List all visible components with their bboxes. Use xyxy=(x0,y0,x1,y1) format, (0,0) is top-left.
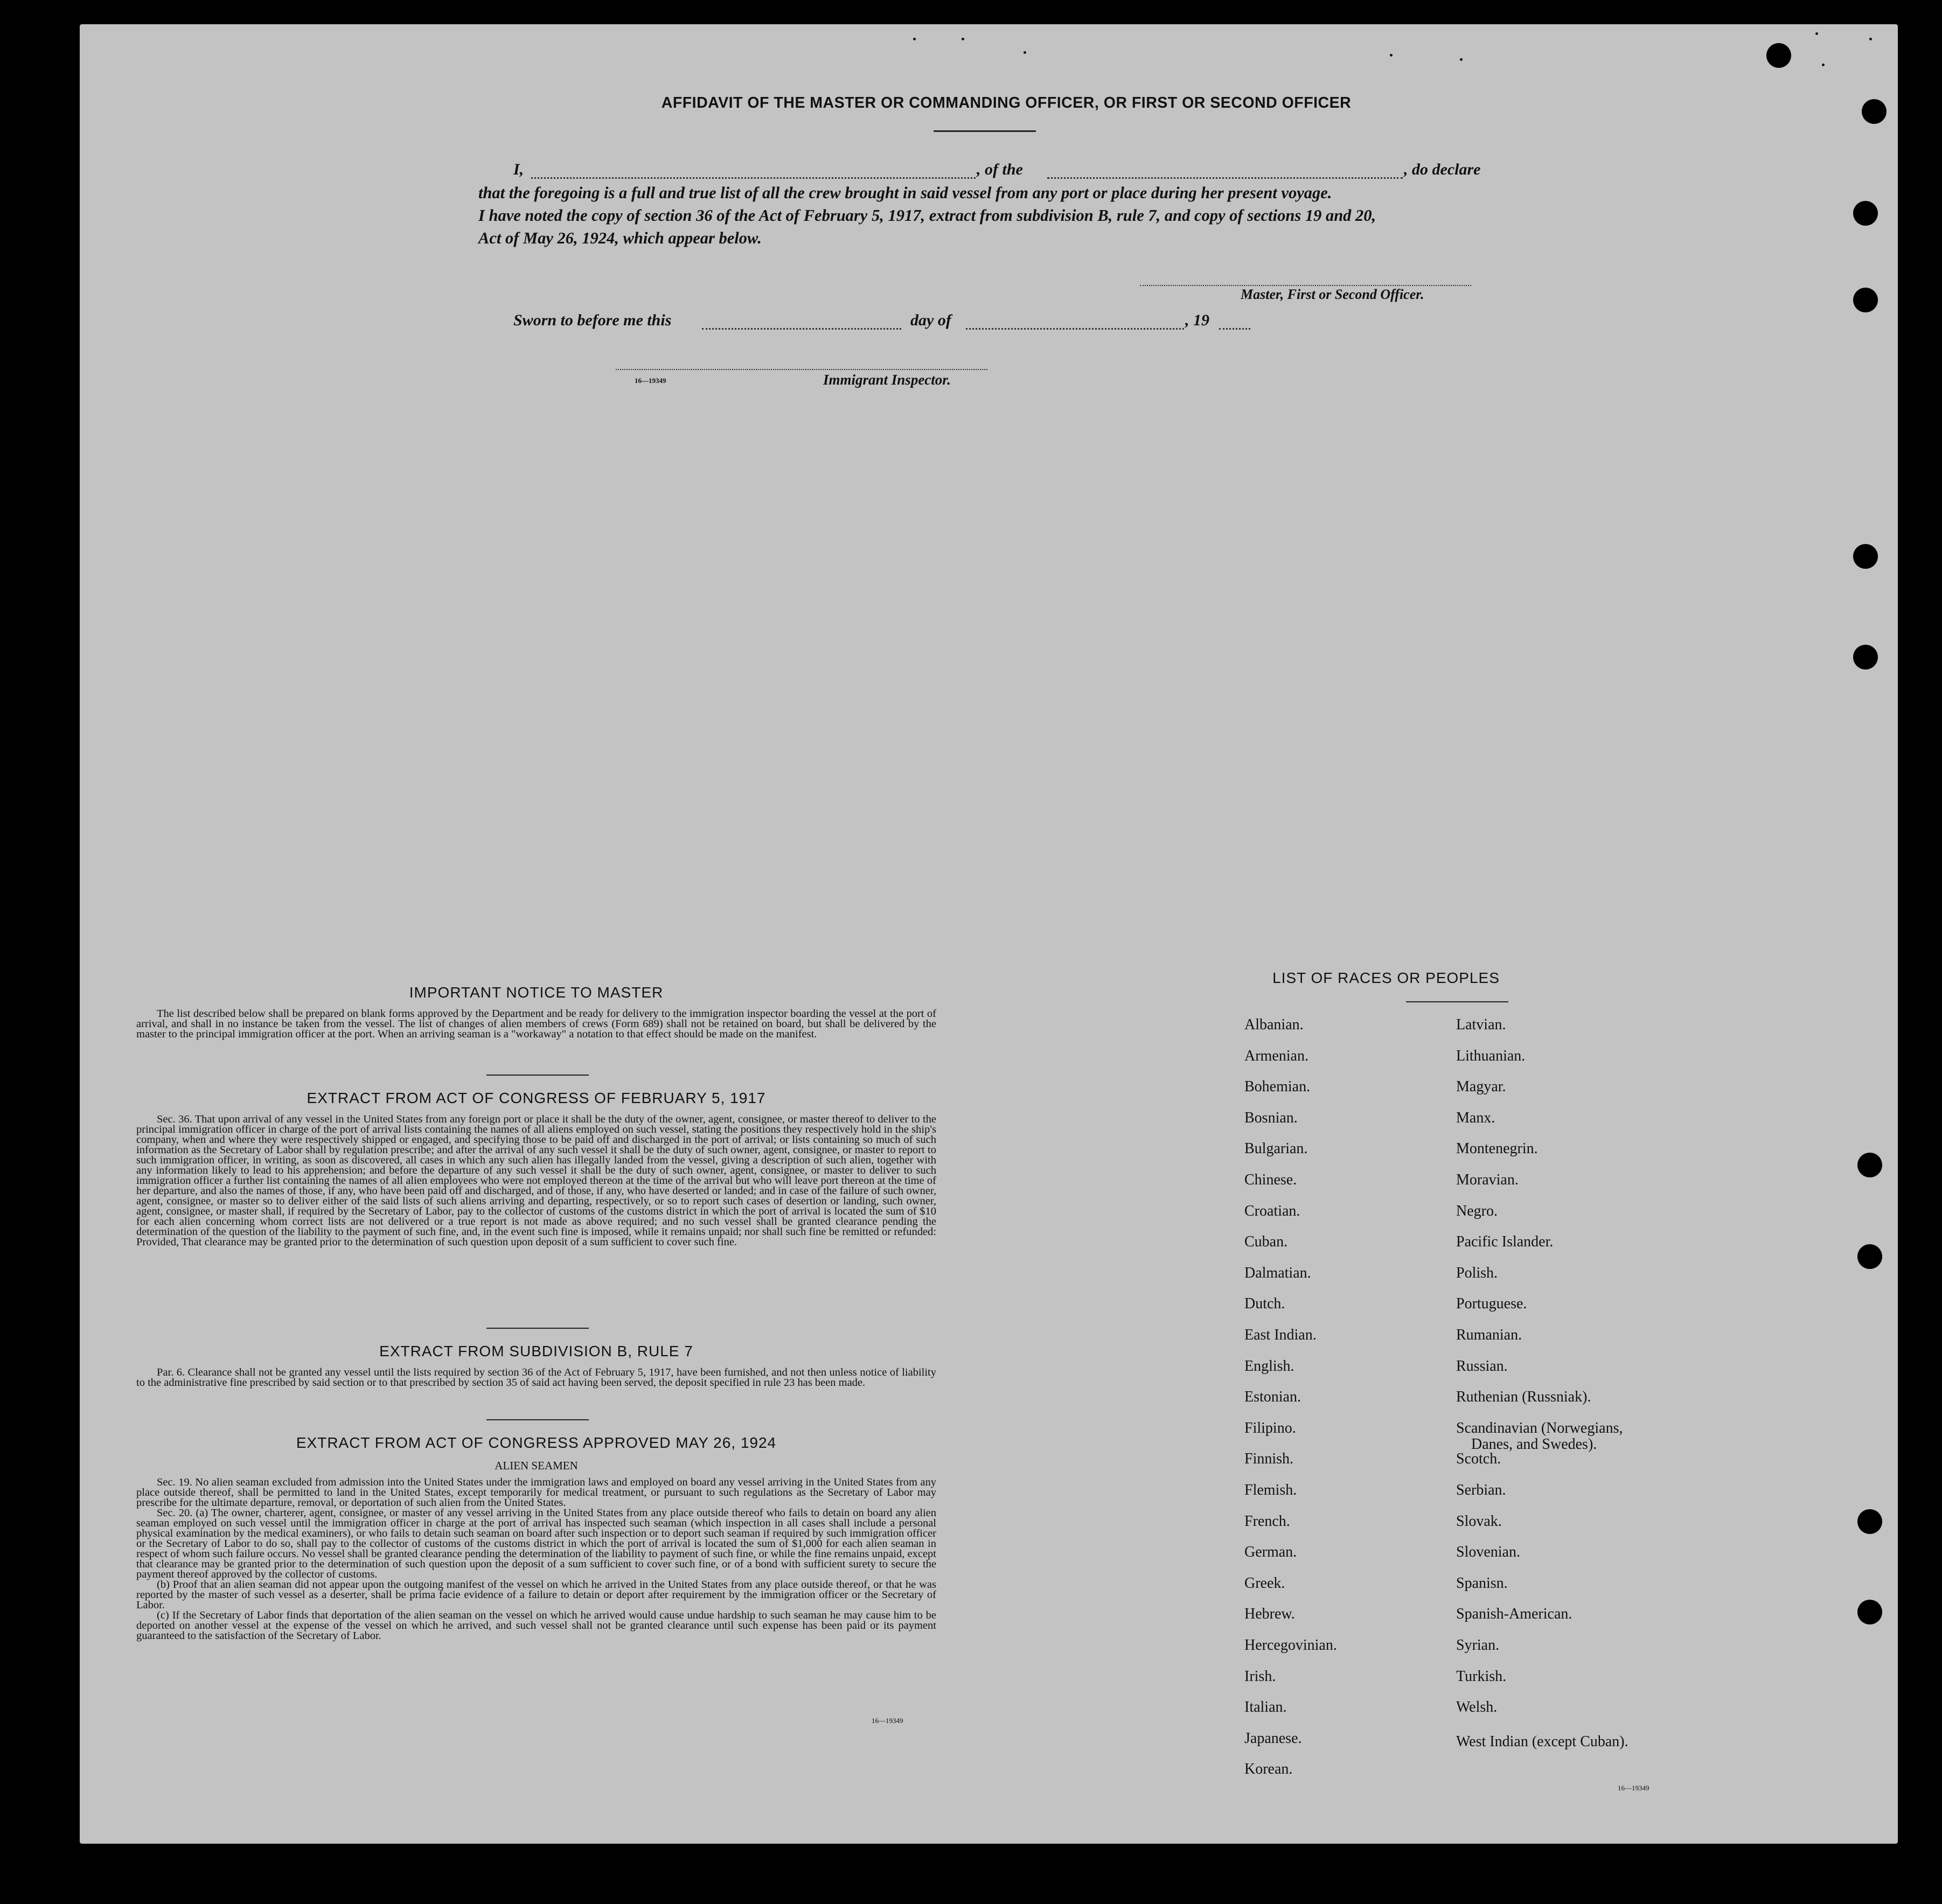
vessel-field[interactable] xyxy=(1047,177,1403,179)
alien-seamen-subtitle: ALIEN SEAMEN xyxy=(495,1459,578,1472)
speck xyxy=(913,38,916,40)
race-item: Turkish. xyxy=(1456,1668,1507,1685)
of-the-label: , of the xyxy=(977,161,1023,178)
notice-text xyxy=(136,1009,936,1040)
races-form-number: 16—19349 xyxy=(1618,1784,1649,1792)
punch-hole xyxy=(1857,1509,1882,1534)
rule7-title: EXTRACT FROM SUBDIVISION B, RULE 7 xyxy=(379,1343,693,1359)
divider-3 xyxy=(486,1419,589,1420)
race-item: Magyar. xyxy=(1456,1078,1506,1096)
race-item: Pacific Islander. xyxy=(1456,1233,1554,1251)
race-item: Finnish. xyxy=(1244,1450,1294,1468)
race-item: East Indian. xyxy=(1244,1327,1317,1343)
sec36-paragraph: Sec. 36. That upon arrival of any vessel in the United States from any foreign port or place it shall be the duty of the owner, agent, consignee, or master thereof to deliver to the principal immigration officer in charge of the port of arrival lists containing the names of all aliens employed on such vessel, stating the positions they respectively hold in the ship's company, when and where they were respectively shipped or engaged, and specifying those to be paid off and discharged in the port of arrival; or lists containing so much of such information as the Secretary of Labor shall by regulation prescribe; and after the arrival of any such vessel it shall be the duty of such owner, agent, consignee, or master to report to such immigration officer, in writing, as soon as discovered, all cases in which any such alien has illegally landed from the vessel, giving a description of such alien, together with any information likely to lead to his apprehension; and before the departure of any such vessel it shall be the duty of such owner, agent, consignee, or master to deliver to such immigration officer a further list containing the names of all alien employees who were not employed thereon at the time of the arrival but who will leave port thereon at the time of her departure, and also the names of those, if any, who have been paid off and discharged, and of those, if any, who have deserted or landed; and in case of the failure of such owner, agent, consignee, or master so to deliver either of the said lists of such aliens arriving and departing, respectively, or so to report such cases of desertion or landing, such owner, agent, consignee, or master shall, if required by the Secretary of Labor, pay to the collector of customs of the customs district in which the port of arrival is located the sum of $10 for each alien concerning whom correct lists are not delivered or a true report is not made as above required; and no such vessel shall be granted clearance pending the determination of the question of the liability to the payment of such fine, and, in the event such fine is imposed, while it remains unpaid; nor shall such fine be remitted or refunded: Provided, That clearance may be granted prior to the determination of such question upon deposit of a sum sufficient to cover such fine. xyxy=(136,1113,936,1248)
speck xyxy=(1822,64,1825,66)
punch-hole xyxy=(1853,201,1878,226)
race-item: Scotch. xyxy=(1456,1450,1501,1468)
divider-2 xyxy=(486,1328,589,1329)
race-item: Spanish-American. xyxy=(1456,1606,1572,1623)
race-item: Latvian. xyxy=(1456,1016,1506,1033)
extract-1924-title: EXTRACT FROM ACT OF CONGRESS APPROVED MAY 26, 1924 xyxy=(296,1434,777,1451)
race-item: Bulgarian. xyxy=(1244,1140,1308,1157)
race-item: Lithuanian. xyxy=(1456,1047,1526,1064)
sec19-paragraph: Sec. 19. No alien seaman excluded from admission into the United States under the immigration laws and employed on board any vessel arriving in the United States from any place outside thereof, shall be permitted to land in the United States, except temporarily for medical treatment, or pursuant to such regulations as the Secretary of Labor may prescribe for the ultimate departure, removal, or deportation of such alien from the United States. xyxy=(136,1476,936,1509)
race-item: Slovenian. xyxy=(1456,1544,1520,1561)
title-underline xyxy=(934,130,1036,132)
race-item: Cuban. xyxy=(1244,1233,1288,1251)
race-item: Bosnian. xyxy=(1244,1109,1298,1126)
race-item: Slovak. xyxy=(1456,1512,1502,1530)
speck xyxy=(962,38,964,40)
divider-1 xyxy=(486,1075,589,1076)
extract-form-number: 16—19349 xyxy=(872,1717,903,1725)
par6-paragraph: Par. 6. Clearance shall not be granted any vessel until the lists required by section 36 of the Act of February 5, 1917, have been furnished, and not then unless notice of liability to the administrative fine prescribed by said section or to that prescribed by section 35 of said act having been served, the deposit specified in rule 23 has been made. xyxy=(136,1366,936,1389)
race-item: Japanese. xyxy=(1244,1729,1302,1747)
race-item: Ruthenian (Russniak). xyxy=(1456,1389,1591,1406)
sec20c-paragraph: (c) If the Secretary of Labor finds that deportation of the alien seaman on the vessel on which he arrived would cause undue hardship to such seaman he may cause him to be deported on another vessel at the expense of the vessel on which he arrived, and such vessel shall not be granted clearance until such expense has been paid or its payment guaranteed to the satisfaction of the Secretary of Labor. xyxy=(136,1609,936,1642)
notice-title: IMPORTANT NOTICE TO MASTER xyxy=(409,984,664,1001)
signature-label: Master, First or Second Officer. xyxy=(1241,287,1424,302)
race-item: Montenegrin. xyxy=(1456,1140,1538,1157)
punch-hole xyxy=(1857,1600,1882,1624)
extract-1917-text xyxy=(136,1114,936,1247)
sec20a-paragraph: Sec. 20. (a) The owner, charterer, agent, consignee, or master of any vessel arriving in the United States from any place outside thereof who fails to detain on board any alien seaman employed on such vessel until the immigration officer in charge at the port of arrival has inspected such seaman (which inspection in all cases shall include a personal physical examination by the medical examiners), or who fails to detain such seaman on board after such inspection or to deport such seaman if required by such immigration officer or the Secretary of Labor to do so, shall pay to the collector of customs of the customs district in which the port of arrival is located the sum of $1,000 for each alien seaman in respect of whom such failure occurs. No vessel shall be granted clearance pending the determination of the liability to payment of such fine, or while the fine remains unpaid, except that clearance may be granted prior to the determination of such question upon the deposit of a sum sufficient to cover such fine, or of a bond with sufficient surety to secure the payment thereof approved by the collector of customs. xyxy=(136,1507,936,1580)
race-item: Irish. xyxy=(1244,1668,1276,1685)
do-declare-label: , do declare xyxy=(1404,161,1481,178)
race-item: English. xyxy=(1244,1357,1294,1375)
race-item: Dutch. xyxy=(1244,1295,1285,1313)
affidavit-title: AFFIDAVIT OF THE MASTER OR COMMANDING OFFICER, OR FIRST OR SECOND OFFICER xyxy=(661,94,1352,111)
race-item: Chinese. xyxy=(1244,1171,1297,1188)
punch-hole xyxy=(1857,1244,1882,1269)
sworn-year-field[interactable] xyxy=(1219,328,1250,330)
race-item: Welsh. xyxy=(1456,1699,1498,1716)
sworn-label: Sworn to before me this xyxy=(513,311,672,329)
races-title: LIST OF RACES OR PEOPLES xyxy=(1272,970,1500,986)
race-item: French. xyxy=(1244,1512,1290,1530)
race-item: Spanisn. xyxy=(1456,1574,1508,1592)
year-label: , 19 xyxy=(1185,311,1209,329)
race-item: Albanian. xyxy=(1244,1016,1304,1033)
speck xyxy=(1460,58,1463,61)
affidavit-line-3: I have noted the copy of section 36 of the Act of February 5, 1917, extract from subdivision B, rule 7, and copy of sections 19 and 20, xyxy=(478,206,1376,225)
races-underline xyxy=(1406,1001,1508,1002)
affidavit-line-4: Act of May 26, 1924, which appear below. xyxy=(478,229,762,247)
race-item: Scandinavian (Norwegians, xyxy=(1456,1419,1623,1436)
race-item: Estonian. xyxy=(1244,1389,1301,1406)
affidavit-line-2: that the foregoing is a full and true list of all the crew brought in said vessel from any port or place during her present voyage. xyxy=(478,184,1332,202)
inspector-label: Immigrant Inspector. xyxy=(823,372,951,388)
punch-hole xyxy=(1766,43,1791,68)
speck xyxy=(1869,38,1872,40)
notice-paragraph: The list described below shall be prepared on blank forms approved by the Department and be ready for delivery to the immigration inspector boarding the vessel at the port of arrival, and shall in no instance be taken from the vessel. The list of changes of alien members of crews (Form 689) shall not be retained on board, but shall be delivered by the master to the principal immigration officer at the port. When an arriving seaman is a "workaway" a notation to that effect should be made on the manifest. xyxy=(136,1008,936,1040)
race-item: Polish. xyxy=(1456,1264,1498,1281)
race-item: German. xyxy=(1244,1544,1297,1561)
rule7-text xyxy=(136,1368,936,1388)
form-sheet xyxy=(80,24,1898,1844)
race-item: Armenian. xyxy=(1244,1047,1308,1064)
race-item: Dalmatian. xyxy=(1244,1264,1311,1281)
race-item: Manx. xyxy=(1456,1109,1495,1126)
race-item: Danes, and Swedes). xyxy=(1471,1435,1597,1453)
extract-1917-title: EXTRACT FROM ACT OF CONGRESS OF FEBRUARY 5, 1917 xyxy=(307,1090,766,1106)
speck xyxy=(1024,51,1026,54)
speck xyxy=(1390,54,1393,57)
race-item: Hebrew. xyxy=(1244,1606,1295,1623)
inspector-form-number: 16—19349 xyxy=(635,376,666,385)
race-item: Syrian. xyxy=(1456,1637,1500,1654)
race-item: Flemish. xyxy=(1244,1482,1297,1498)
speck xyxy=(1815,32,1818,35)
race-item: Rumanian. xyxy=(1456,1327,1522,1343)
sworn-month-field[interactable] xyxy=(966,328,1184,330)
punch-hole xyxy=(1862,99,1887,124)
name-field[interactable] xyxy=(531,177,976,179)
race-item: West Indian (except Cuban). xyxy=(1456,1733,1628,1750)
race-item: Italian. xyxy=(1244,1699,1287,1716)
race-item: Serbian. xyxy=(1456,1482,1506,1498)
punch-hole xyxy=(1853,645,1878,669)
inspector-signature-line[interactable] xyxy=(616,369,987,370)
signature-line[interactable] xyxy=(1140,285,1471,286)
race-item: Bohemian. xyxy=(1244,1078,1311,1096)
race-item: Korean. xyxy=(1244,1761,1293,1778)
extract-1924-text xyxy=(136,1477,936,1641)
race-item: Portuguese. xyxy=(1456,1295,1527,1313)
punch-hole xyxy=(1853,544,1878,569)
race-item: Greek. xyxy=(1244,1574,1285,1592)
race-item: Croatian. xyxy=(1244,1202,1300,1219)
race-item: Filipino. xyxy=(1244,1419,1296,1436)
race-item: Hercegovinian. xyxy=(1244,1637,1337,1654)
sworn-day-field[interactable] xyxy=(702,328,901,330)
punch-hole xyxy=(1853,288,1878,312)
i-label: I, xyxy=(513,161,524,178)
race-item: Negro. xyxy=(1456,1202,1498,1219)
day-of-label: day of xyxy=(910,311,951,329)
race-item: Moravian. xyxy=(1456,1171,1519,1188)
punch-hole xyxy=(1857,1153,1882,1177)
race-item: Russian. xyxy=(1456,1357,1508,1375)
sec20b-paragraph: (b) Proof that an alien seaman did not appear upon the outgoing manifest of the vessel on which he arrived in the United States from any place outside thereof, or that he was reported by the master of such vessel as a deserter, shall be prima facie evidence of a failure to detain or deport after requirement by the immigration officer or the Secretary of Labor. xyxy=(136,1579,936,1611)
